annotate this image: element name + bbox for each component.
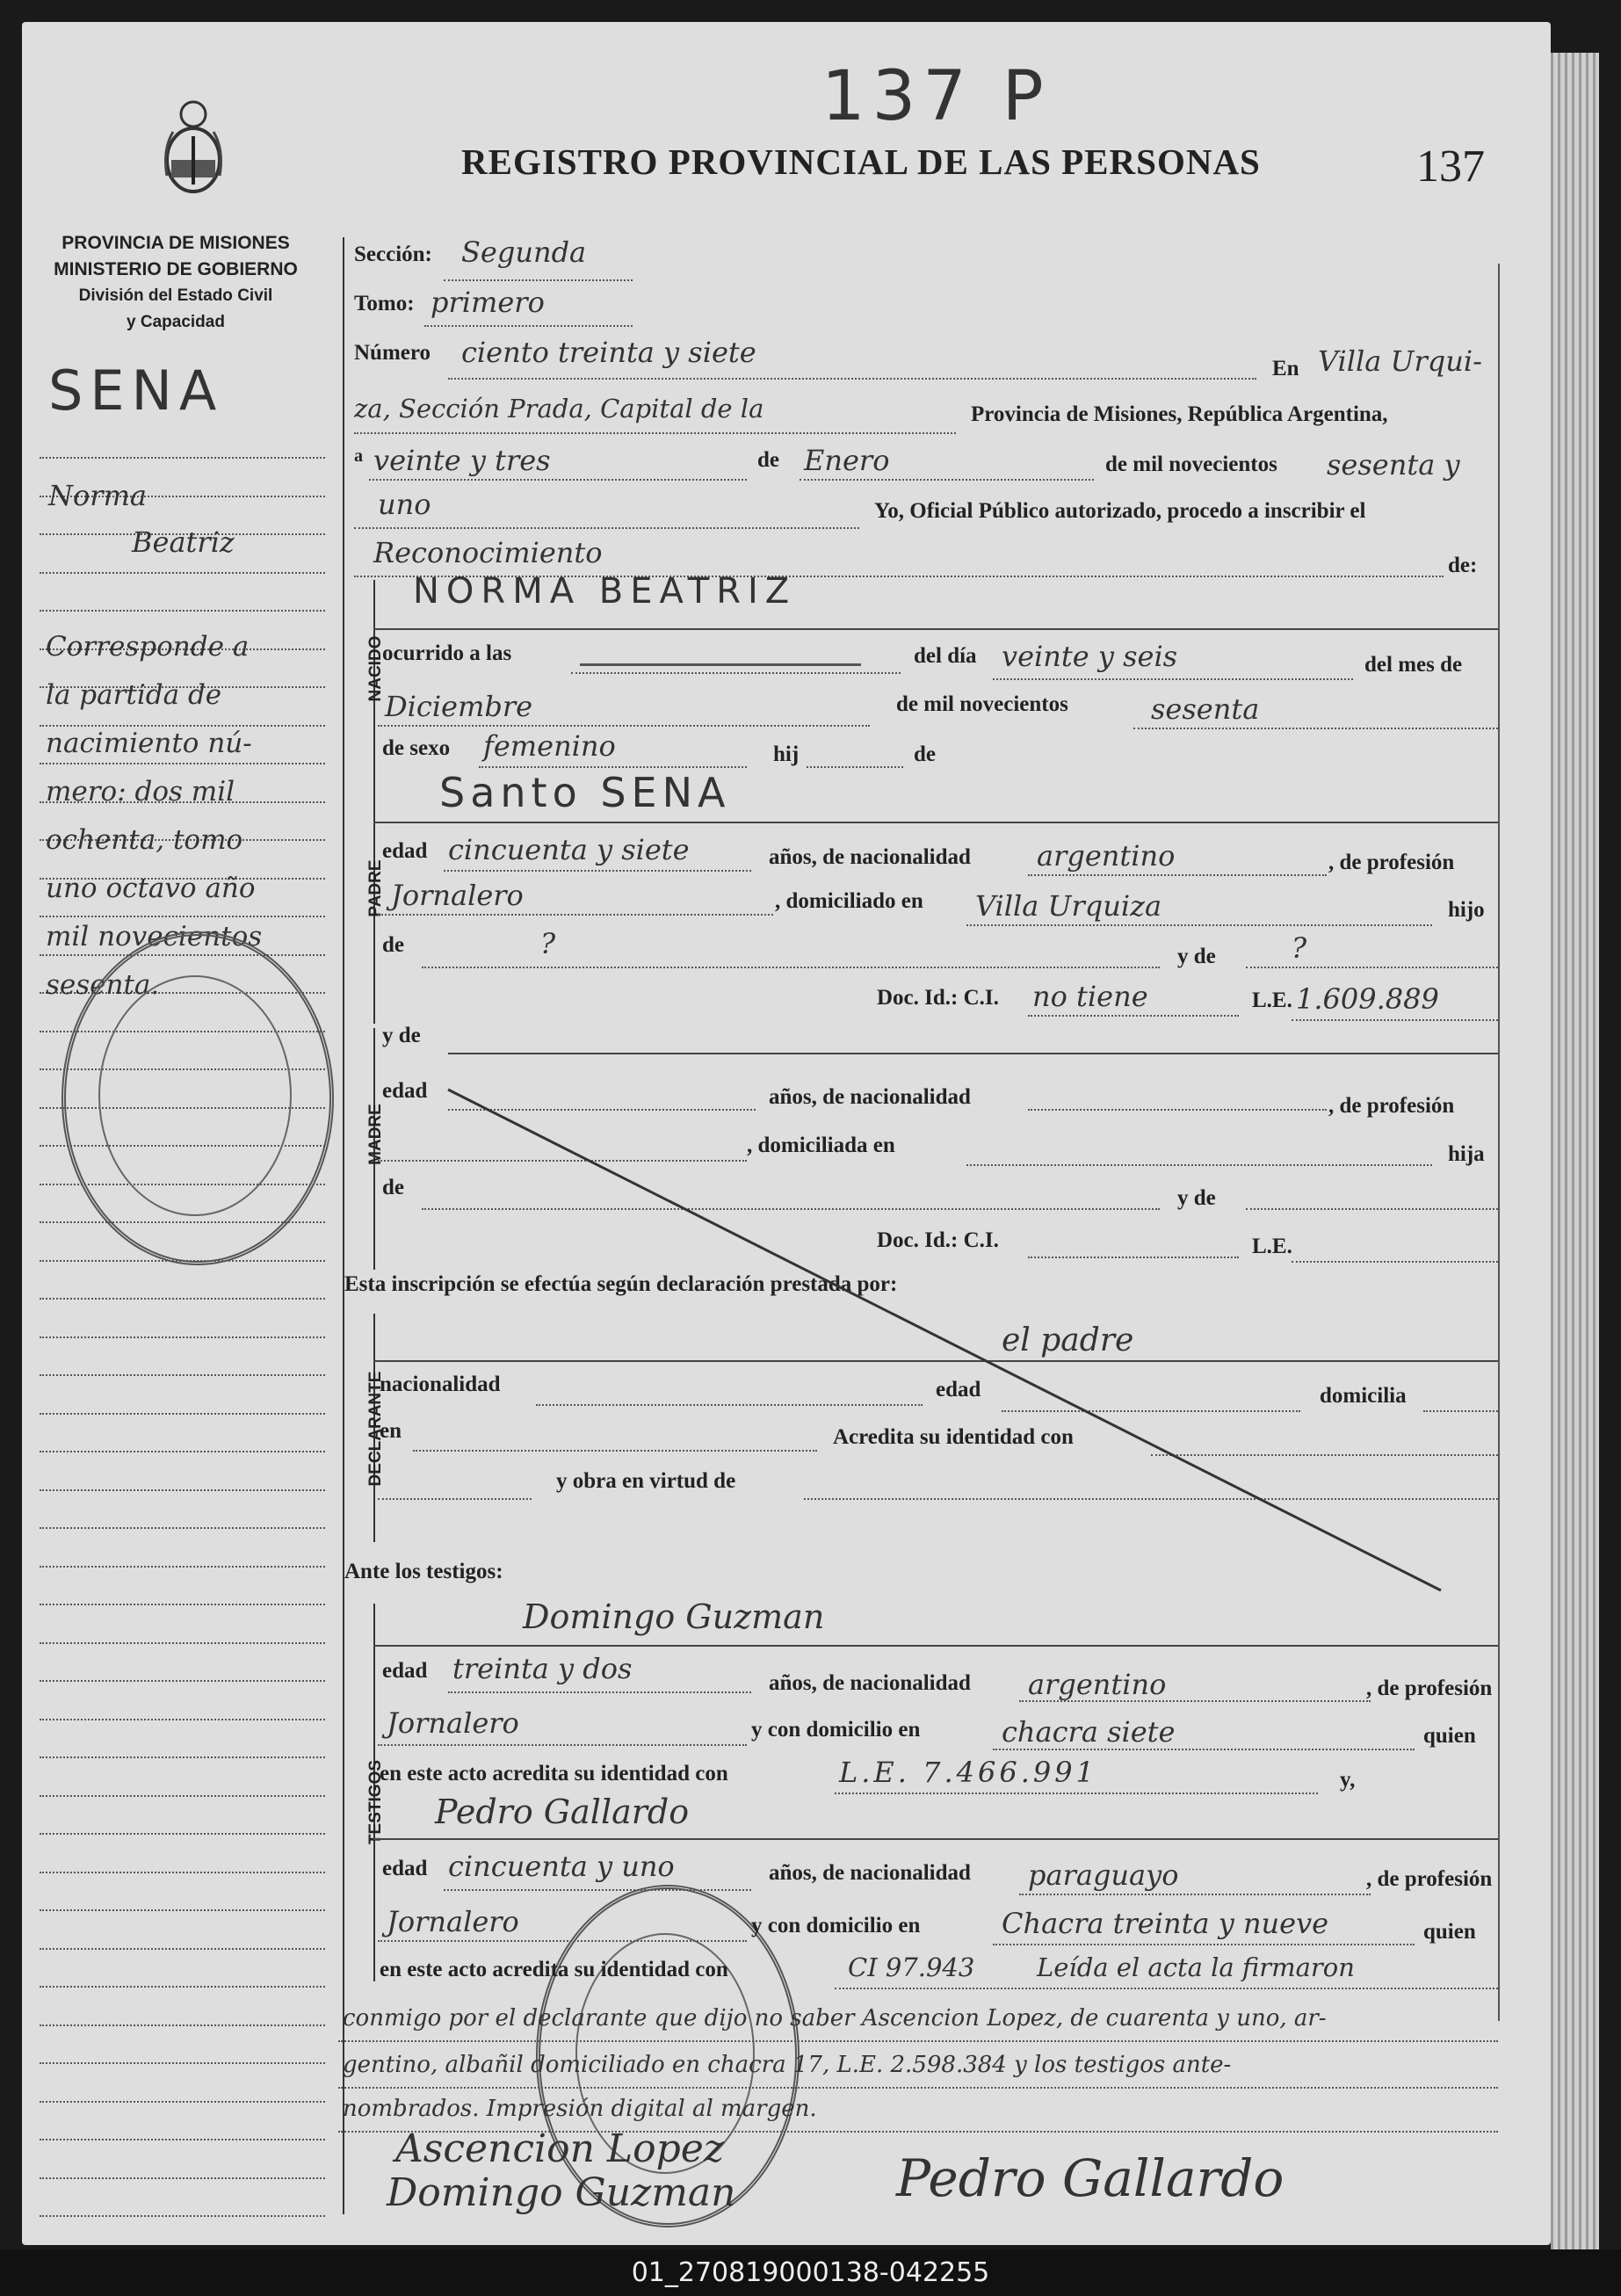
sexo-line xyxy=(479,766,747,768)
margin-rule xyxy=(40,2139,325,2140)
de-colon-label: de: xyxy=(1448,554,1478,577)
padre-ci-line xyxy=(1028,1015,1239,1017)
margin-rule xyxy=(40,1604,325,1605)
margin-given-name-1: Norma xyxy=(48,479,147,512)
padre-side-label: PADRE xyxy=(366,859,385,917)
padre-profesion-label: , de profesión xyxy=(1328,851,1455,874)
mes-nac-value: Diciembre xyxy=(385,690,533,723)
testigo1-nac-line xyxy=(1019,1700,1371,1702)
padre-nombre-value: Santo SENA xyxy=(439,769,731,816)
testigo1-edad-value: treinta y dos xyxy=(452,1652,633,1685)
testigo2-domicilio-label: y con domicilio en xyxy=(751,1914,921,1937)
tomo-label: Tomo: xyxy=(354,292,415,315)
margin-rule xyxy=(40,1909,325,1911)
en-label: En xyxy=(1272,357,1299,380)
padre-hijo-de-label: de xyxy=(382,933,404,957)
padre-dom-value: Villa Urquiza xyxy=(975,889,1162,923)
margin-rule xyxy=(40,2024,325,2026)
padre-nombre-line xyxy=(373,822,1498,823)
closing-line-3-rule xyxy=(338,2087,1498,2089)
testigo1-prof-value: Jornalero xyxy=(387,1706,519,1740)
acto-value: Reconocimiento xyxy=(373,536,603,569)
declarante-domicilia-label: domicilia xyxy=(1320,1384,1407,1408)
madre-hija-de-label: de xyxy=(382,1176,404,1199)
margin-note-line: uno octavo año xyxy=(46,873,256,904)
padre-edad-value: cincuenta y siete xyxy=(448,833,690,866)
de-label-2: de xyxy=(914,742,936,766)
declarante-value: el padre xyxy=(1002,1322,1134,1358)
office-line-2: MINISTERIO DE GOBIERNO xyxy=(54,259,298,279)
margin-rule xyxy=(40,1336,325,1338)
testigo2-prof-line xyxy=(378,1940,747,1942)
padre-doc-label: Doc. Id.: C.I. xyxy=(877,986,999,1010)
book-page-edges xyxy=(1551,53,1599,2249)
padre-hijo-de-line xyxy=(422,967,1160,968)
place-line xyxy=(354,432,956,434)
padre-prof-line xyxy=(378,914,773,916)
testigo2-quien-label: quien xyxy=(1423,1920,1476,1944)
margin-rule xyxy=(40,610,325,612)
closing-line-2: conmigo por el declarante que dijo no saber Ascencion Lopez, de cuarenta y uno, ar- xyxy=(343,2005,1327,2032)
declarante-acredita-label: Acredita su identidad con xyxy=(833,1425,1074,1449)
testigo2-dom-line xyxy=(993,1944,1415,1945)
testigos-side-label: TESTIGOS xyxy=(366,1759,385,1845)
margin-rule xyxy=(40,1795,325,1797)
del-mes-label: del mes de xyxy=(1364,653,1463,677)
margin-rule xyxy=(40,2215,325,2217)
registry-title: REGISTRO PROVINCIAL DE LAS PERSONAS xyxy=(461,141,1261,182)
testigo1-doc-line xyxy=(835,1793,1318,1794)
handwritten-folio: 137 P xyxy=(821,57,1051,136)
national-coat-of-arms-emblem xyxy=(163,97,224,202)
testigo1-edad-line xyxy=(448,1691,751,1693)
padre-hijo-label: hijo xyxy=(1448,898,1485,922)
office-line-3: División del Estado Civil xyxy=(78,286,273,305)
testigo1-edad-label: edad xyxy=(382,1659,428,1683)
ocurrido-label: ocurrido a las xyxy=(382,641,512,665)
mes-value: Enero xyxy=(804,444,890,477)
testigo1-dom-line xyxy=(993,1749,1415,1750)
numero-value: ciento treinta y siete xyxy=(461,336,756,369)
anio-line xyxy=(354,527,859,529)
margin-rule xyxy=(40,1986,325,1988)
a-label: a xyxy=(354,446,363,466)
testigo2-nombre-line xyxy=(373,1838,1498,1840)
frame-left-line xyxy=(343,237,344,2214)
dia-line xyxy=(369,479,747,481)
seccion-label: Sección: xyxy=(354,243,432,266)
closing-line-4: nombrados. Impresión digital al margen. xyxy=(343,2096,817,2122)
tomo-value: primero xyxy=(431,286,545,319)
madre-hija-label: hija xyxy=(1448,1142,1485,1166)
testigo1-y-label: y, xyxy=(1340,1768,1356,1792)
madre-y-de-label: y de xyxy=(382,1024,421,1047)
hora-line xyxy=(571,672,901,674)
margin-rule xyxy=(40,725,325,727)
margin-note-line: mil novecientos xyxy=(46,921,263,952)
margin-rule xyxy=(40,1566,325,1568)
dia-nac-line xyxy=(993,678,1353,680)
padre-anos-label: años, de nacionalidad xyxy=(769,845,971,869)
anio-nac-line xyxy=(1133,728,1498,729)
anio-nac-value: sesenta xyxy=(1151,692,1260,726)
seccion-value: Segunda xyxy=(461,235,587,269)
signature-pedro-gallardo: Pedro Gallardo xyxy=(896,2148,1284,2208)
madre-y-de2-label: y de xyxy=(1177,1186,1216,1210)
padre-y-de-label: y de xyxy=(1177,945,1216,968)
testigo2-prof-value: Jornalero xyxy=(387,1905,519,1938)
madre-profesion-label: , de profesión xyxy=(1328,1094,1455,1118)
office-line-1: PROVINCIA DE MISIONES xyxy=(62,233,290,253)
ante-testigos-label: Ante los testigos: xyxy=(344,1560,503,1583)
padre-hijo-de-value: ? xyxy=(540,927,556,960)
padre-prof-value: Jornalero xyxy=(391,879,524,912)
testigo1-acredita-label: en este acto acredita su identidad con xyxy=(380,1762,728,1785)
padre-nac-value: argentino xyxy=(1037,839,1176,873)
registry-stamp-left-inner xyxy=(98,975,292,1216)
madre-nombre-line xyxy=(448,1053,1498,1054)
del-dia-label: del día xyxy=(914,644,977,668)
scan-footer-id: 01_270819000138-042255 xyxy=(0,2249,1621,2296)
issuing-office xyxy=(35,230,316,336)
mil-novecientos-label: de mil novecientos xyxy=(1105,453,1277,476)
anio-continuation: uno xyxy=(378,488,431,521)
margin-note-line: la partida de xyxy=(46,679,222,711)
madre-anos-label: años, de nacionalidad xyxy=(769,1085,971,1109)
nacido-side-label: NACIDO xyxy=(366,635,385,702)
numero-label: Número xyxy=(354,341,431,365)
testigo2-edad-value: cincuenta y uno xyxy=(448,1850,675,1883)
de-label: de xyxy=(757,448,779,472)
printed-folio: 137 xyxy=(1416,141,1485,192)
declarante-edad-label: edad xyxy=(936,1378,981,1402)
margin-note-line: nacimiento nú- xyxy=(46,728,252,759)
madre-le-label: L.E. xyxy=(1252,1235,1292,1258)
dia-nac-value: veinte y seis xyxy=(1002,640,1178,673)
signature-ascencion-lopez: Ascencion Lopez xyxy=(395,2126,724,2171)
tomo-line xyxy=(424,325,633,327)
margin-note-line: ochenta, tomo xyxy=(46,824,243,856)
nombre-line xyxy=(373,628,1498,630)
closing-line-1: Leída el acta la firmaron xyxy=(1037,1952,1355,1982)
margin-rule xyxy=(40,1374,325,1376)
testigo2-anos-label: años, de nacionalidad xyxy=(769,1861,971,1885)
testigo1-nombre-value: Domingo Guzman xyxy=(523,1597,825,1636)
place-value: Villa Urqui- xyxy=(1318,344,1482,378)
margin-surname: SENA xyxy=(48,359,224,423)
margin-rule xyxy=(40,1489,325,1491)
de-mil-nov-label: de mil novecientos xyxy=(896,692,1068,716)
seccion-line xyxy=(444,279,633,281)
margin-rule xyxy=(40,1680,325,1682)
testigo1-dom-value: chacra siete xyxy=(1002,1715,1176,1749)
testigo2-dom-value: Chacra treinta y nueve xyxy=(1002,1907,1329,1940)
frame-right-line xyxy=(1498,264,1500,2021)
testigo1-doc-value: L.E. 7.466.991 xyxy=(839,1756,1097,1789)
testigo2-acredita-label: en este acto acredita su identidad con xyxy=(380,1958,728,1981)
testigo2-edad-label: edad xyxy=(382,1857,428,1880)
margin-rule xyxy=(40,1413,325,1415)
cancellation-diagonal-line xyxy=(439,1081,1458,1599)
hora-strike xyxy=(580,663,861,666)
testigo1-nombre-line xyxy=(373,1645,1498,1647)
testigo2-nac-value: paraguayo xyxy=(1028,1858,1179,1892)
margin-rule xyxy=(40,2062,325,2064)
madre-edad-label: edad xyxy=(382,1079,428,1103)
margin-rule xyxy=(40,572,325,574)
margin-rule xyxy=(40,1756,325,1758)
margin-rule xyxy=(40,1527,325,1529)
madre-doc-label: Doc. Id.: C.I. xyxy=(877,1228,999,1252)
padre-y-de-line xyxy=(1246,967,1498,968)
sexo-value: femenino xyxy=(483,729,616,763)
numero-line xyxy=(448,378,1256,380)
margin-note-line: mero: dos mil xyxy=(46,776,235,808)
testigo1-anos-label: años, de nacionalidad xyxy=(769,1671,971,1695)
padre-dom-line xyxy=(966,924,1432,926)
declarante-nacionalidad-label: nacionalidad xyxy=(380,1373,501,1396)
declarante-side-label: DECLARANTE xyxy=(366,1371,385,1487)
hij-label: hij xyxy=(773,742,800,766)
dia-value: veinte y tres xyxy=(373,444,551,477)
testigo2-profesion-label: , de profesión xyxy=(1366,1867,1493,1891)
margin-note-line: sesenta. xyxy=(46,969,160,1001)
margin-rule xyxy=(40,763,325,764)
testigo1-prof-line xyxy=(378,1744,747,1746)
de-sexo-label: de sexo xyxy=(382,736,451,760)
madre-side-label: MADRE xyxy=(366,1104,385,1165)
mes-nac-line xyxy=(378,725,870,727)
padre-le-line xyxy=(1292,1019,1498,1021)
margin-rule xyxy=(40,2101,325,2103)
margin-rule xyxy=(40,1298,325,1300)
testigo2-nac-line xyxy=(1019,1894,1371,1895)
margin-rule xyxy=(40,1642,325,1644)
margin-rule xyxy=(40,1833,325,1835)
esta-inscripcion-label: Esta inscripción se efectúa según declaración prestada por: xyxy=(344,1272,898,1296)
closing-line-2-rule xyxy=(338,2040,1498,2042)
yo-oficial-label: Yo, Oficial Público autorizado, procedo a inscribir el xyxy=(874,499,1366,523)
margin-rule xyxy=(40,916,325,917)
margin-given-name-2: Beatriz xyxy=(132,525,235,559)
office-line-4: y Capacidad xyxy=(127,313,225,331)
anio-value: sesenta y xyxy=(1327,448,1460,482)
margin-rule xyxy=(40,457,325,459)
margin-rule xyxy=(40,1948,325,1950)
hij-line xyxy=(807,766,903,768)
margin-rule xyxy=(40,1719,325,1720)
declarante-en-label: en xyxy=(380,1419,402,1443)
margin-note-line: Corresponde a xyxy=(46,631,250,663)
testigo2-doc-value: CI 97.943 xyxy=(848,1952,975,1982)
madre-domiciliada-label: , domiciliada en xyxy=(747,1134,895,1157)
testigo2-nombre-value: Pedro Gallardo xyxy=(435,1793,690,1831)
padre-edad-label: edad xyxy=(382,839,428,863)
declarante-obra-label: y obra en virtud de xyxy=(556,1469,736,1493)
margin-rule xyxy=(40,1451,325,1452)
testigo2-doc-line xyxy=(835,1988,1498,1989)
padre-domiciliado-label: , domiciliado en xyxy=(775,889,923,913)
padre-le-value: 1.609.889 xyxy=(1296,982,1439,1016)
nombre-value: NORMA BEATRIZ xyxy=(413,571,797,612)
testigo2-edad-line xyxy=(444,1889,751,1891)
padre-ci-value: no tiene xyxy=(1032,980,1148,1013)
padre-le-label: L.E. xyxy=(1252,989,1292,1012)
place-continuation: za, Sección Prada, Capital de la xyxy=(354,394,764,424)
provincia-label: Provincia de Misiones, República Argentina, xyxy=(971,402,1388,426)
closing-line-3: gentino, albañil domiciliado en chacra 17, L.E. 2.598.384 y los testigos ante- xyxy=(343,2052,1232,2078)
margin-rule xyxy=(40,2177,325,2179)
testigo1-profesion-label: , de profesión xyxy=(1366,1677,1493,1700)
testigo1-domicilio-label: y con domicilio en xyxy=(751,1718,921,1742)
padre-nac-line xyxy=(1028,874,1327,876)
padre-y-de-value: ? xyxy=(1292,931,1307,965)
mes-line xyxy=(800,479,1094,481)
signature-domingo-guzman: Domingo Guzman xyxy=(387,2170,736,2215)
testigo1-quien-label: quien xyxy=(1423,1724,1476,1748)
margin-rule xyxy=(40,1872,325,1873)
padre-edad-line xyxy=(444,870,751,872)
testigo1-nac-value: argentino xyxy=(1028,1668,1167,1701)
